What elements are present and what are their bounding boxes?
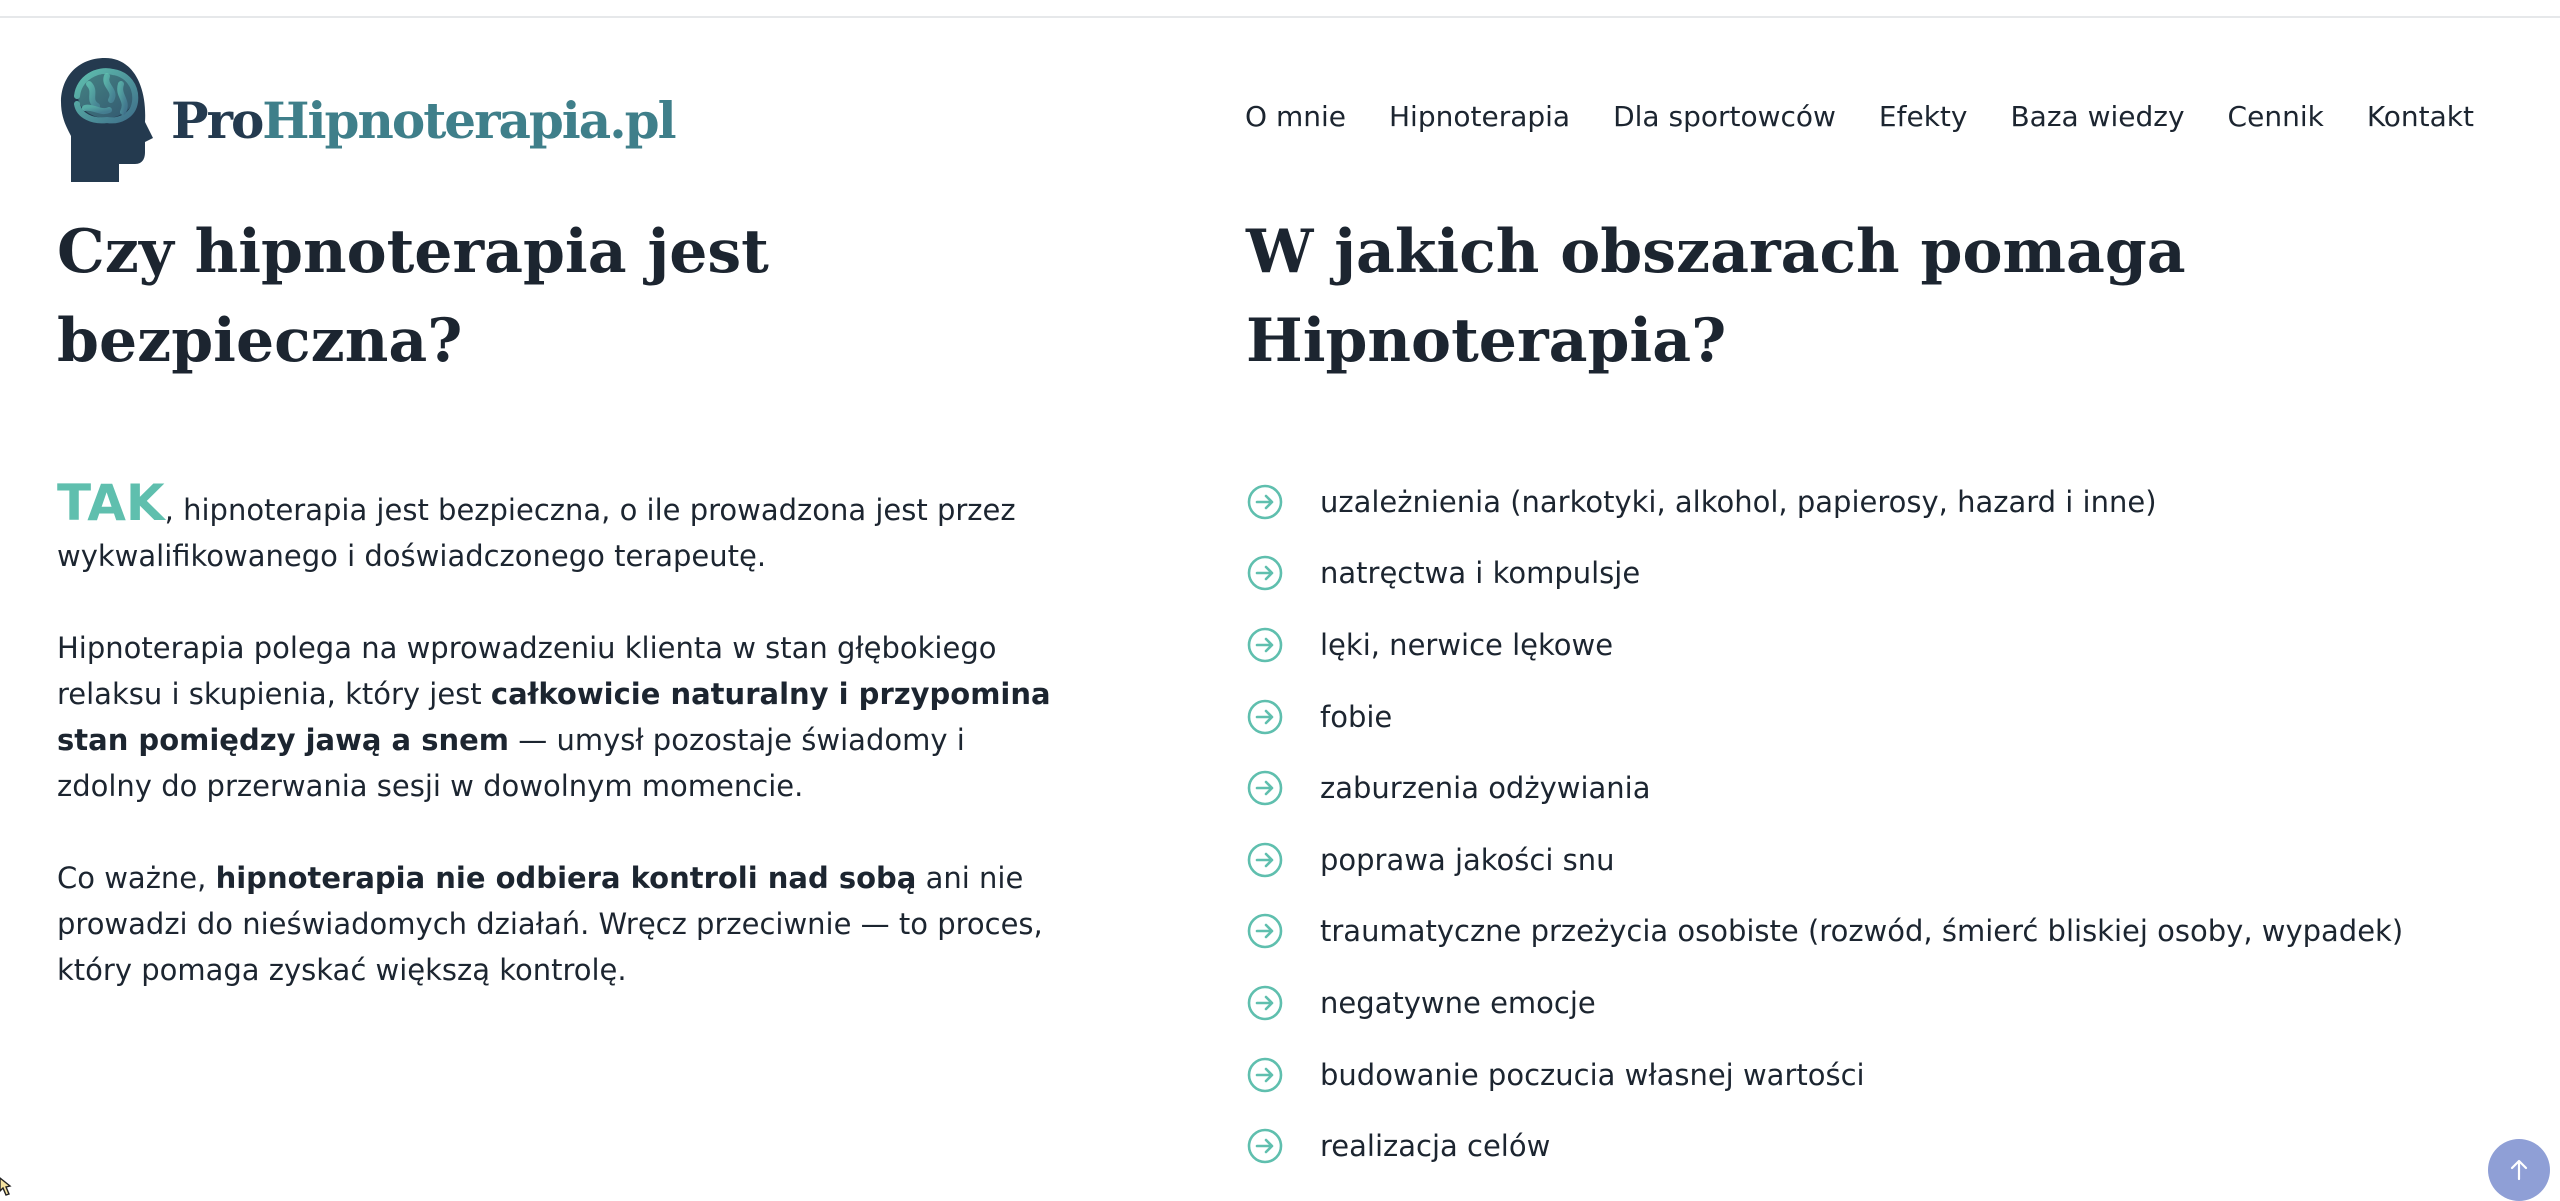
main-nav <box>1245 100 2474 133</box>
list-item <box>1246 967 2496 1039</box>
list-item-text: zaburzenia odżywiania <box>1320 771 1651 806</box>
list-item-text: traumatyczne przeżycia osobiste (rozwód, śmierć bliskiej osoby, wypadek) <box>1320 914 2404 949</box>
nav-item-dla-sportowcow[interactable]: Dla sportowców <box>1613 100 1836 133</box>
list-item-text: natręctwa i kompulsje <box>1320 556 1641 591</box>
list-item <box>1246 609 2496 681</box>
arrow-right-circle-icon <box>1246 841 1284 879</box>
list-item-text: poprawa jakości snu <box>1320 842 1615 877</box>
arrow-right-circle-icon <box>1246 626 1284 664</box>
brand-name <box>171 91 675 150</box>
safety-text <box>57 474 1067 1039</box>
nav-item-efekty[interactable]: Efekty <box>1878 100 1968 133</box>
nav-item-cennik[interactable]: Cennik <box>2227 100 2324 133</box>
site-logo[interactable] <box>57 56 675 184</box>
arrow-right-circle-icon <box>1246 912 1284 950</box>
arrow-right-circle-icon <box>1246 554 1284 592</box>
safety-p2-bold: całkowicie naturalny i przypomina stan pomiędzy jawą a snem <box>57 677 1051 757</box>
list-item <box>1246 1039 2496 1111</box>
safety-paragraph-1 <box>57 474 1067 579</box>
list-item-text: uzależnienia (narkotyki, alkohol, papierosy, hazard i inne) <box>1320 484 2157 519</box>
safety-p3-text-b: ani nie prowadzi do nieświadomych działań. Wręcz przeciwnie — to proces, który pomaga zyskać większą kontrolę. <box>57 861 1043 987</box>
site-header <box>0 18 2560 188</box>
arrow-right-circle-icon <box>1246 1127 1284 1165</box>
brand-name-part2: Hipnoterapia.pl <box>262 90 675 150</box>
arrow-right-circle-icon <box>1246 1056 1284 1094</box>
safety-p3-bold: hipnoterapia nie odbiera kontroli nad sobą <box>215 861 917 895</box>
list-item-text: negatywne emocje <box>1320 985 1596 1020</box>
list-item-text: lęki, nerwice lękowe <box>1320 627 1614 662</box>
arrow-right-circle-icon <box>1246 483 1284 521</box>
safety-heading: Czy hipnoterapia jest bezpieczna? <box>57 217 769 376</box>
arrow-right-circle-icon <box>1246 984 1284 1022</box>
list-item-text: realizacja celów <box>1320 1129 1551 1164</box>
nav-item-hipnoterapia[interactable]: Hipnoterapia <box>1389 100 1571 133</box>
safety-p2-text-a: Hipnoterapia polega na wprowadzeniu klienta w stan głębokiego relaksu i skupienia, który jest <box>57 631 997 711</box>
scroll-to-top-button[interactable] <box>2488 1139 2550 1201</box>
list-item-text: fobie <box>1320 699 1393 734</box>
areas-heading: W jakich obszarach pomaga Hipnoterapia? <box>1246 217 2186 376</box>
list-item <box>1246 752 2496 824</box>
safety-p1-text: , hipnoterapia jest bezpieczna, o ile prowadzona jest przez wykwalifikowanego i doświadczonego terapeutę. <box>57 493 1016 573</box>
arrow-right-circle-icon <box>1246 769 1284 807</box>
safety-paragraph-2 <box>57 625 1067 809</box>
nav-item-kontakt[interactable]: Kontakt <box>2366 100 2474 133</box>
list-item <box>1246 1110 2496 1182</box>
list-item <box>1246 896 2496 968</box>
list-item <box>1246 824 2496 896</box>
list-item-text: budowanie poczucia własnej wartości <box>1320 1057 1865 1092</box>
safety-paragraph-3 <box>57 855 1067 993</box>
areas-list <box>1246 466 2496 1182</box>
list-item <box>1246 538 2496 610</box>
safety-p3-text-a: Co ważne, <box>57 861 216 895</box>
safety-p2-text-b: — umysł pozostaje świadomy i zdolny do przerwania sesji w dowolnym momencie. <box>57 723 965 803</box>
head-brain-icon <box>57 56 157 184</box>
list-item <box>1246 681 2496 753</box>
arrow-up-icon <box>2506 1157 2532 1183</box>
nav-item-o-mnie[interactable]: O mnie <box>1245 100 1346 133</box>
tak-emphasis: TAK <box>57 474 165 532</box>
brand-name-part1: Pro <box>171 90 263 150</box>
list-item <box>1246 466 2496 538</box>
arrow-right-circle-icon <box>1246 698 1284 736</box>
mouse-cursor-icon <box>0 1176 16 1198</box>
nav-item-baza-wiedzy[interactable]: Baza wiedzy <box>2010 100 2185 133</box>
